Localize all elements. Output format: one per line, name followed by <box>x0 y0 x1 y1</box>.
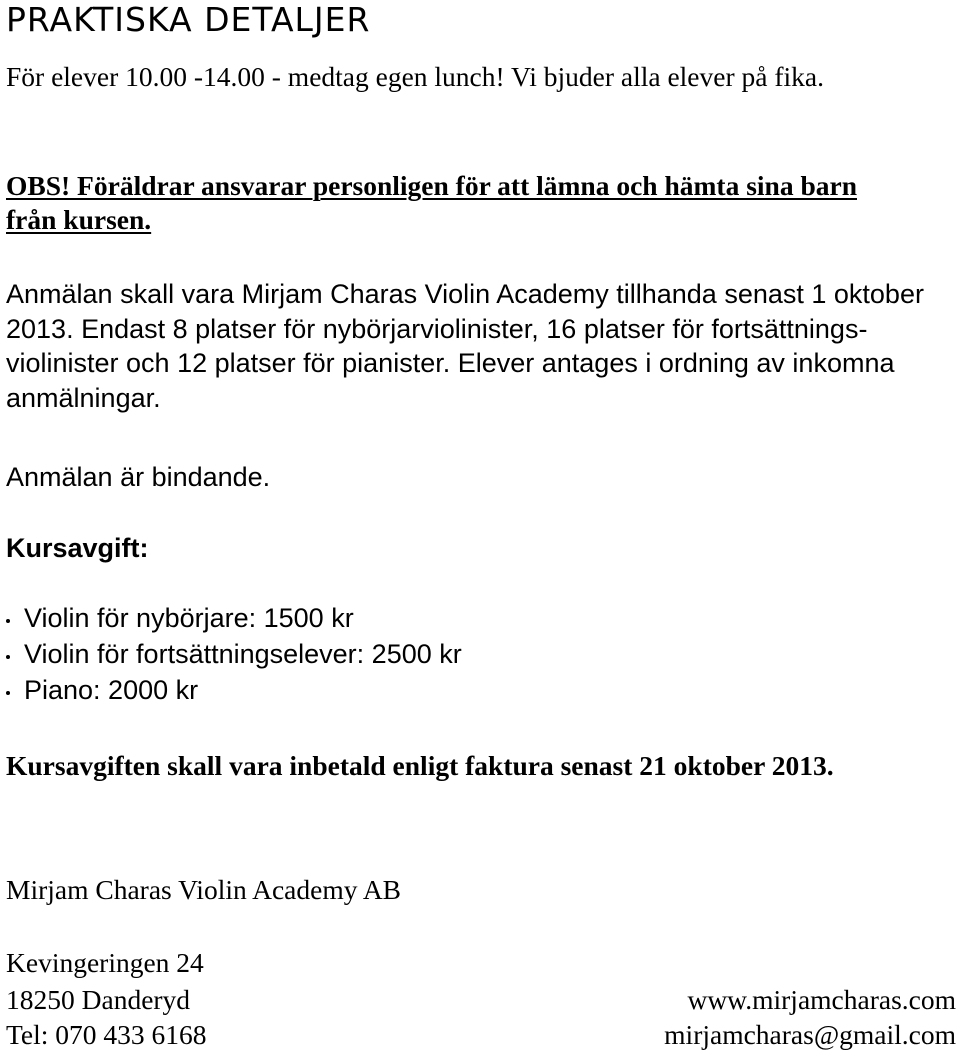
fee-item-label: Violin för nybörjare: 1500 kr <box>24 603 354 633</box>
bullet-icon <box>6 655 10 659</box>
fee-item-label: Piano: 2000 kr <box>24 675 199 705</box>
obs-notice-line-2: från kursen. <box>6 204 152 235</box>
registration-line-2: 2013. Endast 8 platser för nybörjarviolinister, 16 platser för fortsättnings- <box>6 314 868 344</box>
company-phone: Tel: 070 433 6168 <box>6 1019 207 1050</box>
company-email[interactable]: mirjamcharas@gmail.com <box>664 1019 956 1050</box>
bullet-icon <box>6 691 10 695</box>
fees-label: Kursavgift: <box>6 533 149 563</box>
registration-binding-note: Anmälan är bindande. <box>6 462 271 492</box>
fee-item <box>6 601 354 635</box>
fee-item-label: Violin för fortsättningselever: 2500 kr <box>24 639 462 669</box>
fee-item <box>6 673 198 707</box>
company-postal: 18250 Danderyd <box>6 984 191 1015</box>
company-website[interactable]: www.mirjamcharas.com <box>687 984 956 1015</box>
company-street: Kevingeringen 24 <box>6 947 204 978</box>
intro-line: För elever 10.00 -14.00 - medtag egen lunch! Vi bjuder alla elever på fika. <box>6 61 824 92</box>
registration-line-3: violinister och 12 platser för pianister. Elever antages i ordning av inkomna <box>6 348 895 378</box>
fee-item <box>6 637 462 671</box>
registration-line-4: anmälningar. <box>6 383 161 413</box>
obs-notice-line-1: OBS! Föräldrar ansvarar personligen för att lämna och hämta sina barn <box>6 170 857 201</box>
fees-deadline: Kursavgiften skall vara inbetald enligt faktura senast 21 oktober 2013. <box>6 750 834 781</box>
registration-line-1: Anmälan skall vara Mirjam Charas Violin Academy tillhanda senast 1 oktober <box>6 279 924 309</box>
bullet-icon <box>6 619 10 623</box>
page-heading: PRAKTISKA DETALJER <box>6 0 371 39</box>
company-name: Mirjam Charas Violin Academy AB <box>6 874 402 905</box>
